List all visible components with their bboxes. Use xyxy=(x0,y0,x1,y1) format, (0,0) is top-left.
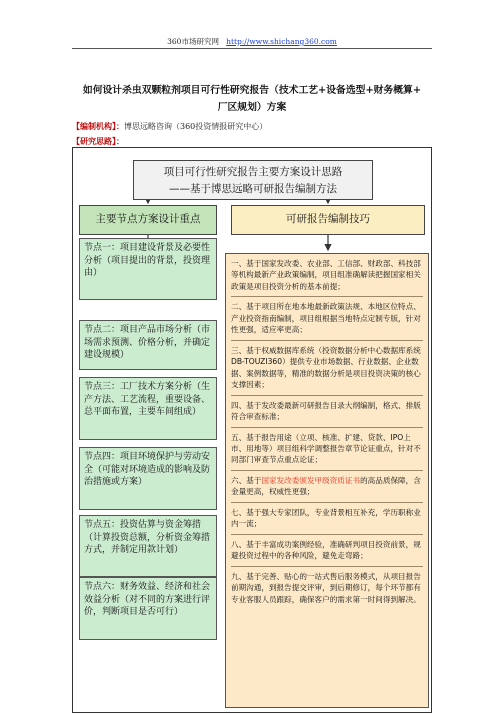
header-divider xyxy=(72,48,432,49)
tip-6-highlight: 国家发改委颁发甲级资质证书 xyxy=(261,476,361,486)
tip-divider xyxy=(231,502,423,503)
method-diagram xyxy=(72,147,432,713)
org-value: 博思远略咨询（360投资情报研究中心） xyxy=(124,122,268,131)
org-label: 【编制机构】： xyxy=(72,121,124,131)
node-1: 节点一：项目建设背景及必要性分析（项目提出的背景，投资理由） xyxy=(79,238,217,300)
tip-divider xyxy=(231,534,423,535)
tip-4: 四、基于发改委最新可研报告目录大纲编制，格式、排版符合审查标准； xyxy=(231,400,421,422)
tip-6 xyxy=(231,475,423,498)
node-4: 节点四：项目环境保护与劳动安全（可能对环境造成的影响及防治措施或方案） xyxy=(79,447,217,510)
tip-9: 九、基于完善、贴心的一站式售后服务模式，从项目报告前期沟通，到报告提交评审，到后期修订，每个环节都有专业客服人员跟踪，确保客户的需求第一时间得到解决。 xyxy=(231,572,421,604)
idea-label: 【研究思路】： xyxy=(72,136,124,146)
tip-divider xyxy=(231,395,423,396)
document-title xyxy=(72,82,432,116)
org-row xyxy=(72,121,267,132)
tip-6-pre: 六、基于 xyxy=(231,476,262,486)
node-focus-header: 主要节点方案设计重点 xyxy=(79,205,217,235)
tip-divider xyxy=(231,296,423,297)
node-2: 节点二：项目产品市场分析（市场需求预测、价格分析，并确定建设规模） xyxy=(79,320,217,370)
tip-7: 七、基于强大专家团队，专业背景相互补充，学历职称业内一流； xyxy=(231,508,421,529)
node-5: 节点五：投资估算与资金筹措（计算投资总额，分析资金筹措方式，并制定用款计划） xyxy=(79,515,217,577)
node-6: 节点六：财务效益、经济和社会效益分析（对不同的方案进行评价，判断项目是否可行） xyxy=(79,577,217,640)
main-idea-title: 项目可行性研究报告主要方案设计思路 xyxy=(163,166,343,178)
page-header xyxy=(0,36,504,47)
tip-6-post: 的高品质保障，含金量更高，权威性更强； xyxy=(231,476,421,497)
title-line-2: 厂区规划）方案 xyxy=(217,102,287,113)
tip-divider xyxy=(231,566,423,567)
tip-8: 八、基于丰富成功案例经验，准确研判项目投资前景，规避投资过程中的各种风险，避免走弯路； xyxy=(231,540,421,561)
header-site: 360市场研究网 xyxy=(167,37,219,46)
tip-3: 三、基于权威数据库系统（投资数据分析中心数据库系统DB-TOUZI360）提供专业市场数据、行业数据、企业数据、案例数据等，精准的数据分析是项目投资决策的核心支撑因素； xyxy=(231,345,421,390)
tips-panel xyxy=(225,253,429,708)
node-3: 节点三：工厂技术方案分析（生产方法、工艺流程，重要设备、总平面布置，主要车间组成） xyxy=(79,377,217,440)
tip-2: 二、基于项目所在地本地最新政策法规、本地区位特点、产业投资指南编制，项目组根据当地特点定制专版，针对性更强，适应率更高； xyxy=(231,302,421,335)
main-idea-box xyxy=(133,160,373,200)
tip-1: 一、基于国家发改委、农业部、工信部、财政部、科技部等机构最新产业政策编制，项目组准确解读把握国家相关政策是项目投资分析的基本前提； xyxy=(231,259,421,291)
report-tips-header: 可研报告编制技巧 xyxy=(231,205,425,235)
main-idea-subtitle: ——基于博思远略可研报告编制方法 xyxy=(169,183,337,195)
tip-divider xyxy=(231,340,423,341)
tip-5: 五、基于报告用途（立项、核准、扩建、贷款、IPO上市、用地等）项目组科学调整报告章节论证重点，针对不同部门审查节点重点论证； xyxy=(231,432,421,465)
tip-divider xyxy=(231,427,423,428)
tip-divider xyxy=(231,470,423,471)
title-line-1: 如何设计杀虫双颗粒剂项目可行性研究报告（技术工艺+设备选型+财务概算+ xyxy=(82,85,422,96)
idea-row xyxy=(72,136,124,147)
header-url-link[interactable]: http://www.shichang360.com xyxy=(226,37,337,46)
